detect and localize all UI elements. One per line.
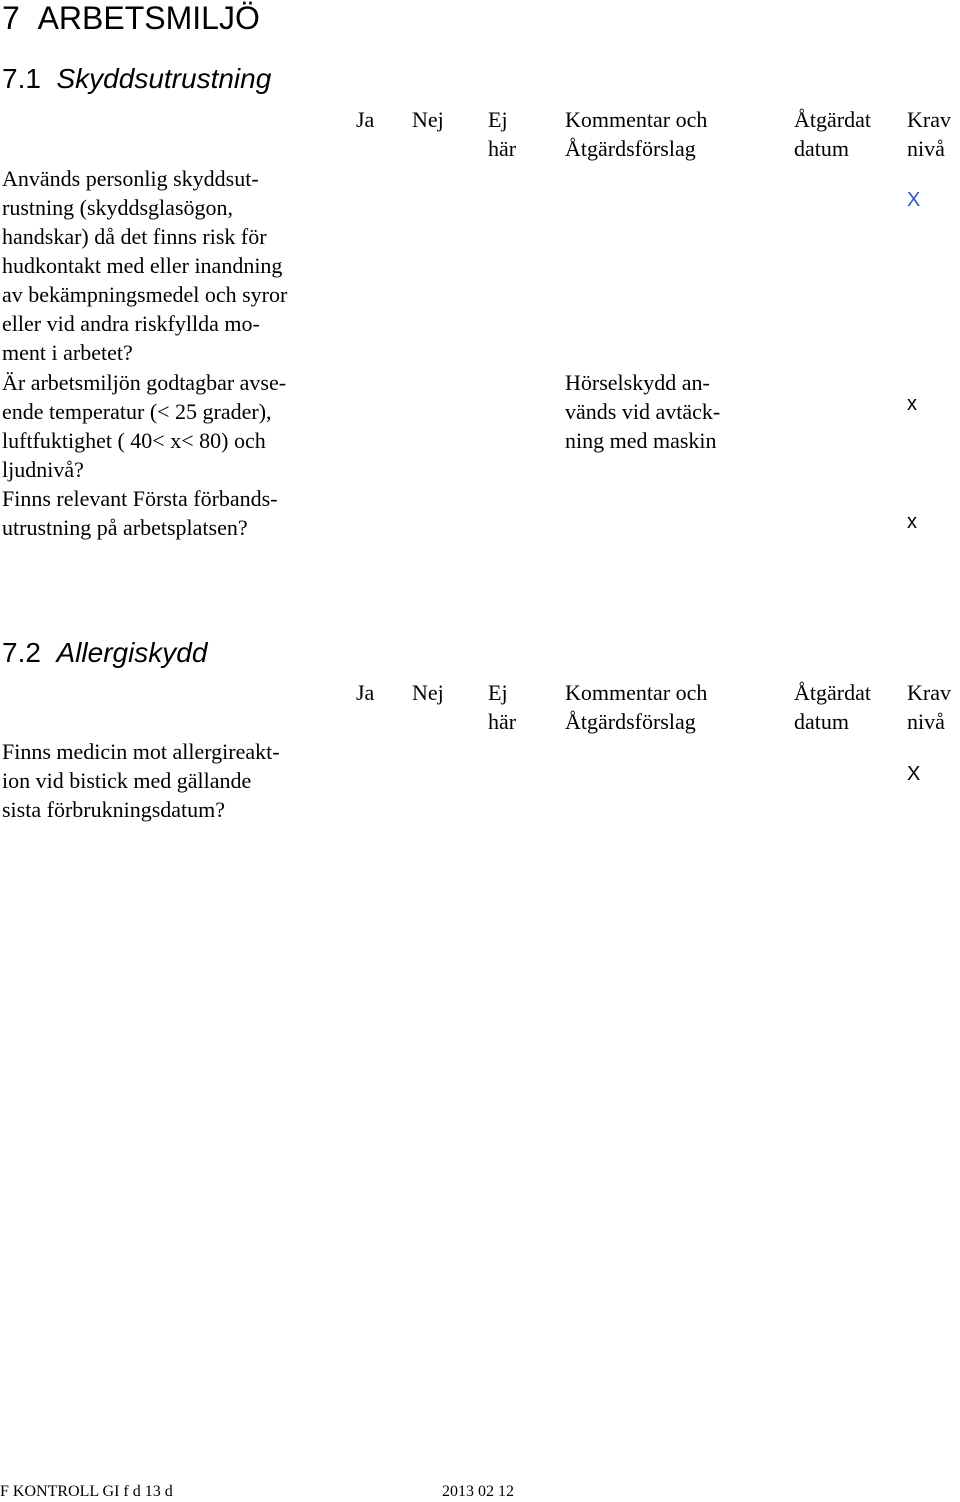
column-header-nej: Nej bbox=[412, 107, 444, 132]
section-number: 7.2 bbox=[2, 637, 41, 668]
section-title: Allergiskydd bbox=[56, 637, 208, 668]
section-number: 7.1 bbox=[2, 63, 41, 94]
column-header-ej-har: Ej här bbox=[488, 107, 517, 161]
column-header-atgardat-datum: Åtgärdat datum bbox=[794, 680, 871, 734]
section-title: Skyddsutrustning bbox=[56, 63, 272, 94]
chapter-number: 7 bbox=[2, 0, 20, 36]
column-header-ej-har: Ej här bbox=[488, 680, 517, 734]
column-header-krav-niva: Krav nivå bbox=[907, 107, 951, 161]
question-text: Används personlig skyddsut- rustning (skyddsglasögon, handskar) då det finns risk för hudkontakt med eller inandning av bekämpningsmedel och syror eller vid andra riskfyllda mo- ment i arbetet? bbox=[2, 166, 288, 365]
chapter-title: ARBETSMILJÖ bbox=[37, 0, 260, 36]
column-header-ja: Ja bbox=[356, 680, 375, 705]
column-header-kommentar: Kommentar och Åtgärdsförslag bbox=[565, 680, 708, 734]
section-heading bbox=[2, 636, 207, 670]
krav-mark: X bbox=[907, 763, 921, 785]
column-header-kommentar: Kommentar och Åtgärdsförslag bbox=[565, 107, 708, 161]
column-header-atgardat-datum: Åtgärdat datum bbox=[794, 107, 871, 161]
krav-mark: X bbox=[907, 189, 921, 211]
comment-text: Hörselskydd an- vänds vid avtäck- ning med maskin bbox=[565, 370, 721, 453]
question-text: Finns relevant Första förbands- utrustning på arbetsplatsen? bbox=[2, 486, 278, 540]
footer-left: F KONTROLL GI f d 13 d bbox=[0, 1483, 173, 1500]
column-header-ja: Ja bbox=[356, 107, 375, 132]
column-header-nej: Nej bbox=[412, 680, 444, 705]
question-text: Finns medicin mot allergireakt- ion vid bistick med gällande sista förbrukningsdatum? bbox=[2, 739, 280, 822]
footer-date: 2013 02 12 bbox=[442, 1483, 514, 1500]
page-footer bbox=[0, 1482, 514, 1502]
chapter-heading bbox=[2, 0, 260, 38]
krav-mark: x bbox=[907, 511, 917, 533]
question-text: Är arbetsmiljön godtagbar avse- ende temperatur (< 25 grader), luftfuktighet ( 40< x< 80) och ljudnivå? bbox=[2, 370, 287, 482]
column-header-krav-niva: Krav nivå bbox=[907, 680, 951, 734]
krav-mark: x bbox=[907, 393, 917, 415]
section-heading bbox=[2, 62, 271, 96]
